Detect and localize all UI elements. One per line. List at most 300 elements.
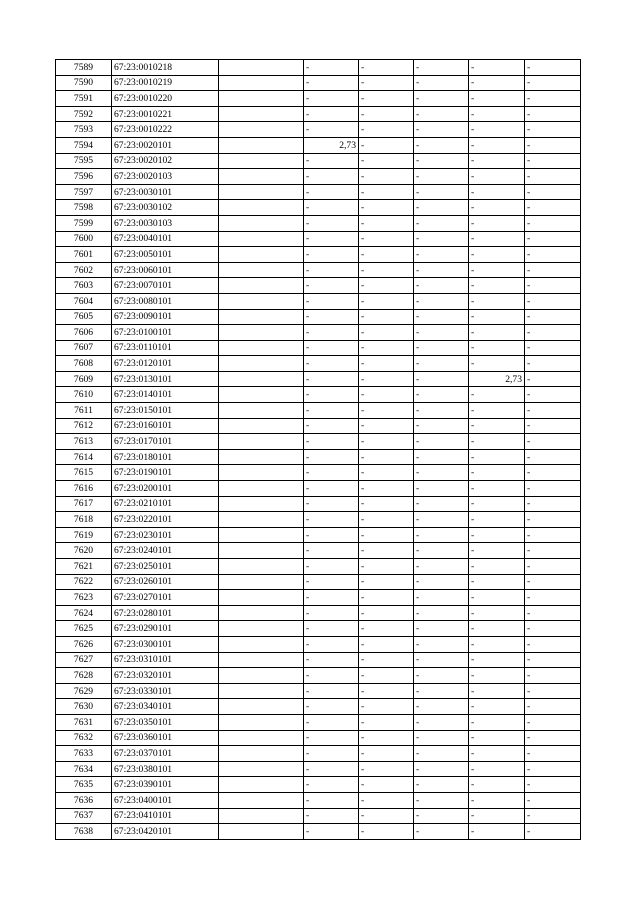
row-number-cell: 7631 [56,714,112,730]
value-cell: - [525,215,581,231]
value-cell: - [469,309,525,325]
row-number-cell: 7610 [56,387,112,403]
cadastral-code-cell: 67:23:0410101 [112,808,219,824]
name-cell [219,137,304,153]
value-cell: - [525,340,581,356]
value-cell: - [525,746,581,762]
value-cell: - [304,309,359,325]
table-row [56,60,581,76]
value-cell: - [304,559,359,575]
value-cell: - [304,605,359,621]
row-number-cell: 7591 [56,91,112,107]
name-cell [219,91,304,107]
row-number-cell: 7607 [56,340,112,356]
cadastral-code-cell: 67:23:0060101 [112,262,219,278]
name-cell [219,200,304,216]
name-cell [219,215,304,231]
cadastral-code-cell: 67:23:0270101 [112,590,219,606]
value-cell: - [359,652,414,668]
table-row [56,652,581,668]
value-cell: - [304,169,359,185]
value-cell: - [359,512,414,528]
value-cell: - [469,527,525,543]
row-number-cell: 7592 [56,106,112,122]
name-cell [219,231,304,247]
table-row [56,808,581,824]
row-number-cell: 7602 [56,262,112,278]
value-cell: - [525,293,581,309]
value-cell: - [414,746,469,762]
name-cell [219,403,304,419]
value-cell: - [359,730,414,746]
table-row [56,683,581,699]
value-cell: - [469,636,525,652]
value-cell: - [359,356,414,372]
value-cell: - [414,714,469,730]
name-cell [219,668,304,684]
value-cell: - [469,621,525,637]
value-cell: - [414,403,469,419]
cadastral-code-cell: 67:23:0290101 [112,621,219,637]
value-cell: - [469,777,525,793]
value-cell: - [359,309,414,325]
value-cell: - [414,808,469,824]
value-cell: - [525,449,581,465]
cadastral-code-cell: 67:23:0070101 [112,278,219,294]
cadastral-code-cell: 67:23:0030103 [112,215,219,231]
cadastral-code-cell: 67:23:0210101 [112,496,219,512]
value-cell: - [359,621,414,637]
name-cell [219,106,304,122]
value-cell: - [525,590,581,606]
value-cell: - [469,808,525,824]
cadastral-code-cell: 67:23:0160101 [112,418,219,434]
cadastral-code-cell: 67:23:0420101 [112,824,219,840]
value-cell: - [525,636,581,652]
value-cell: - [304,636,359,652]
table-row [56,792,581,808]
row-number-cell: 7638 [56,824,112,840]
value-cell: - [414,231,469,247]
cadastral-code-cell: 67:23:0220101 [112,512,219,528]
value-cell: - [469,824,525,840]
table-row [56,262,581,278]
cadastral-code-cell: 67:23:0180101 [112,449,219,465]
name-cell [219,122,304,138]
row-number-cell: 7617 [56,496,112,512]
table-row [56,621,581,637]
data-table [55,59,581,840]
value-cell: - [525,262,581,278]
value-cell: - [469,356,525,372]
value-cell: - [525,137,581,153]
value-cell: - [359,636,414,652]
value-cell: - [414,184,469,200]
value-cell: - [359,340,414,356]
value-cell: - [359,481,414,497]
row-number-cell: 7633 [56,746,112,762]
cadastral-code-cell: 67:23:0310101 [112,652,219,668]
value-cell: - [304,683,359,699]
table-row [56,325,581,341]
table-row [56,496,581,512]
value-cell: - [304,761,359,777]
value-cell: - [304,574,359,590]
value-cell: 2,73 [469,371,525,387]
name-cell [219,309,304,325]
row-number-cell: 7630 [56,699,112,715]
value-cell: - [414,559,469,575]
table-row [56,714,581,730]
value-cell: - [525,200,581,216]
value-cell: - [359,574,414,590]
value-cell: - [469,559,525,575]
value-cell: - [414,652,469,668]
value-cell: - [525,418,581,434]
value-cell: - [414,777,469,793]
row-number-cell: 7594 [56,137,112,153]
value-cell: - [525,106,581,122]
cadastral-code-cell: 67:23:0370101 [112,746,219,762]
value-cell: - [304,387,359,403]
value-cell: - [414,91,469,107]
value-cell: - [469,137,525,153]
value-cell: - [414,309,469,325]
value-cell: - [304,434,359,450]
name-cell [219,636,304,652]
cadastral-code-cell: 67:23:0340101 [112,699,219,715]
value-cell: - [359,122,414,138]
row-number-cell: 7612 [56,418,112,434]
table-row [56,824,581,840]
row-number-cell: 7635 [56,777,112,793]
value-cell: - [359,371,414,387]
value-cell: - [414,621,469,637]
value-cell: - [304,153,359,169]
value-cell: - [469,403,525,419]
value-cell: - [304,824,359,840]
value-cell: - [359,169,414,185]
row-number-cell: 7624 [56,605,112,621]
name-cell [219,699,304,715]
value-cell: - [525,527,581,543]
value-cell: - [359,543,414,559]
value-cell: - [359,496,414,512]
value-cell: - [525,434,581,450]
row-number-cell: 7618 [56,512,112,528]
value-cell: - [414,325,469,341]
cadastral-code-cell: 67:23:0230101 [112,527,219,543]
value-cell: - [469,278,525,294]
table-row [56,465,581,481]
value-cell: - [414,449,469,465]
value-cell: - [359,824,414,840]
value-cell: - [414,434,469,450]
value-cell: - [525,605,581,621]
value-cell: - [359,668,414,684]
row-number-cell: 7621 [56,559,112,575]
name-cell [219,574,304,590]
value-cell: - [304,403,359,419]
value-cell: - [359,75,414,91]
value-cell: - [304,496,359,512]
table-row [56,730,581,746]
row-number-cell: 7608 [56,356,112,372]
value-cell: - [304,792,359,808]
value-cell: - [469,683,525,699]
value-cell: - [469,262,525,278]
name-cell [219,824,304,840]
value-cell: - [359,60,414,76]
name-cell [219,169,304,185]
value-cell: - [304,75,359,91]
cadastral-code-cell: 67:23:0090101 [112,309,219,325]
cadastral-code-cell: 67:23:0020102 [112,153,219,169]
value-cell: - [525,574,581,590]
name-cell [219,247,304,263]
value-cell: - [304,668,359,684]
row-number-cell: 7601 [56,247,112,263]
cadastral-code-cell: 67:23:0380101 [112,761,219,777]
table-row [56,543,581,559]
name-cell [219,559,304,575]
value-cell: - [469,699,525,715]
value-cell: - [359,137,414,153]
table-row [56,605,581,621]
value-cell: - [414,465,469,481]
name-cell [219,543,304,559]
row-number-cell: 7598 [56,200,112,216]
value-cell: - [304,808,359,824]
value-cell: - [469,512,525,528]
value-cell: - [525,169,581,185]
table-row [56,106,581,122]
cadastral-code-cell: 67:23:0030102 [112,200,219,216]
value-cell: - [469,153,525,169]
value-cell: - [525,356,581,372]
value-cell: - [414,605,469,621]
value-cell: - [525,325,581,341]
value-cell: - [469,75,525,91]
value-cell: - [304,215,359,231]
cadastral-code-cell: 67:23:0130101 [112,371,219,387]
value-cell: - [414,356,469,372]
row-number-cell: 7629 [56,683,112,699]
row-number-cell: 7597 [56,184,112,200]
value-cell: - [525,824,581,840]
value-cell: - [304,247,359,263]
name-cell [219,356,304,372]
name-cell [219,590,304,606]
value-cell: - [414,106,469,122]
cadastral-code-cell: 67:23:0200101 [112,481,219,497]
table-row [56,636,581,652]
table-row [56,512,581,528]
value-cell: - [304,527,359,543]
row-number-cell: 7615 [56,465,112,481]
table-row [56,668,581,684]
name-cell [219,527,304,543]
name-cell [219,449,304,465]
row-number-cell: 7626 [56,636,112,652]
value-cell: - [469,200,525,216]
value-cell: - [414,574,469,590]
value-cell: - [304,325,359,341]
name-cell [219,434,304,450]
table-row [56,590,581,606]
name-cell [219,714,304,730]
name-cell [219,262,304,278]
row-number-cell: 7634 [56,761,112,777]
table-row [56,699,581,715]
name-cell [219,387,304,403]
table-row [56,137,581,153]
row-number-cell: 7620 [56,543,112,559]
value-cell: - [359,215,414,231]
cadastral-code-cell: 67:23:0030101 [112,184,219,200]
value-cell: - [525,496,581,512]
table-row [56,293,581,309]
value-cell: - [525,122,581,138]
value-cell: - [304,262,359,278]
value-cell: - [304,481,359,497]
table-row [56,215,581,231]
value-cell: - [469,325,525,341]
value-cell: - [304,60,359,76]
row-number-cell: 7596 [56,169,112,185]
value-cell: - [359,590,414,606]
name-cell [219,761,304,777]
table-row [56,340,581,356]
value-cell: - [304,512,359,528]
value-cell: - [359,559,414,575]
value-cell: - [304,293,359,309]
value-cell: - [469,730,525,746]
value-cell: - [414,543,469,559]
value-cell: - [414,512,469,528]
value-cell: - [414,247,469,263]
value-cell: - [525,371,581,387]
value-cell: - [304,465,359,481]
table-row [56,371,581,387]
value-cell: - [414,590,469,606]
cadastral-code-cell: 67:23:0390101 [112,777,219,793]
value-cell: - [469,122,525,138]
value-cell: - [359,808,414,824]
value-cell: - [304,777,359,793]
value-cell: - [414,792,469,808]
table-row [56,247,581,263]
value-cell: - [414,169,469,185]
cadastral-code-cell: 67:23:0010222 [112,122,219,138]
value-cell: - [359,605,414,621]
value-cell: - [414,824,469,840]
value-cell: - [469,293,525,309]
value-cell: - [414,387,469,403]
value-cell: - [414,668,469,684]
value-cell: - [359,293,414,309]
row-number-cell: 7627 [56,652,112,668]
value-cell: - [359,777,414,793]
value-cell: - [304,746,359,762]
value-cell: - [469,714,525,730]
value-cell: - [414,293,469,309]
table-row [56,231,581,247]
table-row [56,777,581,793]
row-number-cell: 7599 [56,215,112,231]
table-row [56,527,581,543]
value-cell: - [525,231,581,247]
value-cell: - [469,215,525,231]
value-cell: - [525,683,581,699]
value-cell: - [304,699,359,715]
value-cell: - [525,792,581,808]
value-cell: - [469,418,525,434]
cadastral-code-cell: 67:23:0150101 [112,403,219,419]
table-row [56,481,581,497]
value-cell: - [414,481,469,497]
value-cell: - [304,122,359,138]
table-row [56,356,581,372]
cadastral-code-cell: 67:23:0020101 [112,137,219,153]
row-number-cell: 7609 [56,371,112,387]
cadastral-code-cell: 67:23:0100101 [112,325,219,341]
value-cell: - [469,169,525,185]
value-cell: - [414,278,469,294]
table-row [56,122,581,138]
value-cell: - [414,60,469,76]
value-cell: - [414,636,469,652]
value-cell: - [304,91,359,107]
value-cell: - [414,200,469,216]
cadastral-code-cell: 67:23:0140101 [112,387,219,403]
name-cell [219,512,304,528]
table-row [56,434,581,450]
table-row [56,75,581,91]
value-cell: - [469,387,525,403]
value-cell: - [525,387,581,403]
value-cell: - [359,527,414,543]
cadastral-code-cell: 67:23:0300101 [112,636,219,652]
value-cell: - [304,200,359,216]
value-cell: - [304,449,359,465]
value-cell: - [469,106,525,122]
cadastral-code-cell: 67:23:0280101 [112,605,219,621]
value-cell: - [525,481,581,497]
value-cell: - [359,761,414,777]
row-number-cell: 7589 [56,60,112,76]
table-row [56,574,581,590]
value-cell: - [359,792,414,808]
value-cell: - [359,699,414,715]
row-number-cell: 7605 [56,309,112,325]
value-cell: - [469,465,525,481]
table-row [56,91,581,107]
value-cell: - [469,543,525,559]
cadastral-code-cell: 67:23:0080101 [112,293,219,309]
row-number-cell: 7637 [56,808,112,824]
name-cell [219,75,304,91]
table-row [56,761,581,777]
value-cell: - [469,247,525,263]
row-number-cell: 7600 [56,231,112,247]
table-row [56,153,581,169]
value-cell: - [525,668,581,684]
value-cell: - [359,746,414,762]
cadastral-code-cell: 67:23:0190101 [112,465,219,481]
cadastral-code-cell: 67:23:0010221 [112,106,219,122]
value-cell: - [414,122,469,138]
